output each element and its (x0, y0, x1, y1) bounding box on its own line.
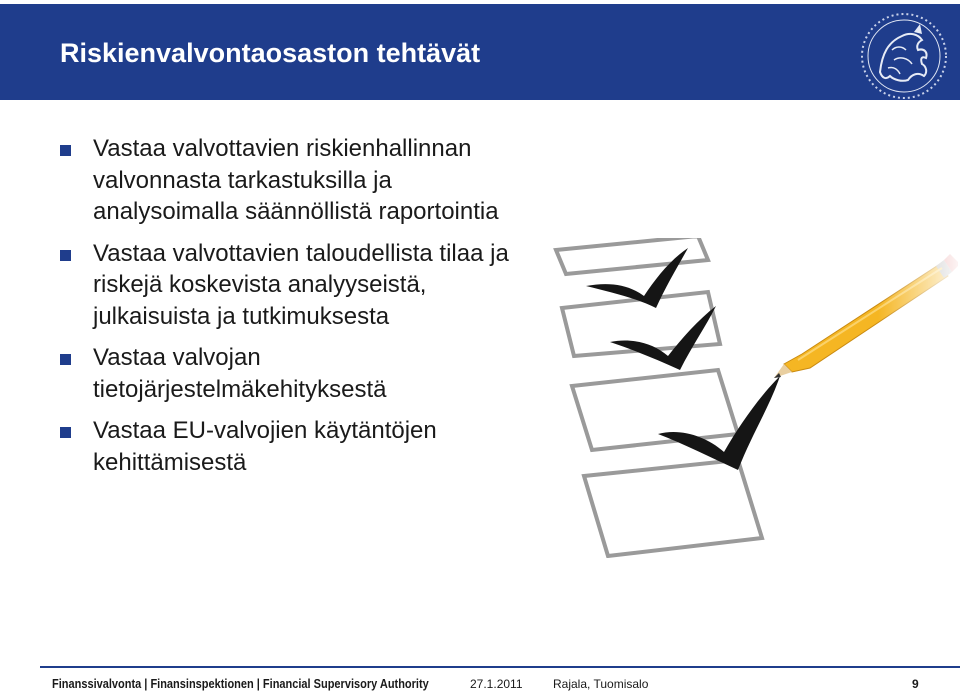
checkmark-2 (610, 306, 716, 370)
bullet-square-icon (60, 250, 71, 261)
footer-organization: Finanssivalvonta | Finansinspektionen | Financial Supervisory Authority (52, 677, 429, 691)
footer-divider (40, 666, 960, 668)
bullet-item (60, 342, 530, 405)
bullet-text: Vastaa valvottavien taloudellista tilaa ja riskejä koskevista analyyseistä, julkaisuista ja tutkimuksesta (93, 239, 509, 330)
bullet-text: Vastaa EU-valvojien käytäntöjen kehittämisestä (93, 417, 437, 476)
checkbox-4 (584, 460, 762, 556)
bullet-item (60, 238, 530, 333)
checkbox-3 (572, 370, 738, 450)
slide-header (0, 4, 960, 100)
bullet-square-icon (60, 145, 71, 156)
bullet-list (60, 133, 530, 488)
bullet-text: Vastaa valvojan tietojärjestelmäkehityksestä (93, 344, 387, 403)
checkbox-1 (556, 238, 708, 274)
footer-date: 27.1.2011 (470, 677, 523, 691)
lion-crest-logo (858, 10, 950, 102)
footer-authors: Rajala, Tuomisalo (553, 677, 649, 691)
slide-title: Riskienvalvontaosaston tehtävät (60, 38, 481, 68)
page-number: 9 (912, 677, 919, 691)
bullet-item (60, 415, 530, 478)
checkmark-1 (586, 248, 688, 308)
bullet-text: Vastaa valvottavien riskienhallinnan valvonnasta tarkastuksilla ja analysoimalla säännöllistä raportointia (93, 135, 499, 225)
bullet-square-icon (60, 427, 71, 438)
bullet-item (60, 133, 530, 228)
bullet-square-icon (60, 354, 71, 365)
checkmark-3 (658, 376, 780, 470)
checklist-illustration (548, 238, 958, 558)
